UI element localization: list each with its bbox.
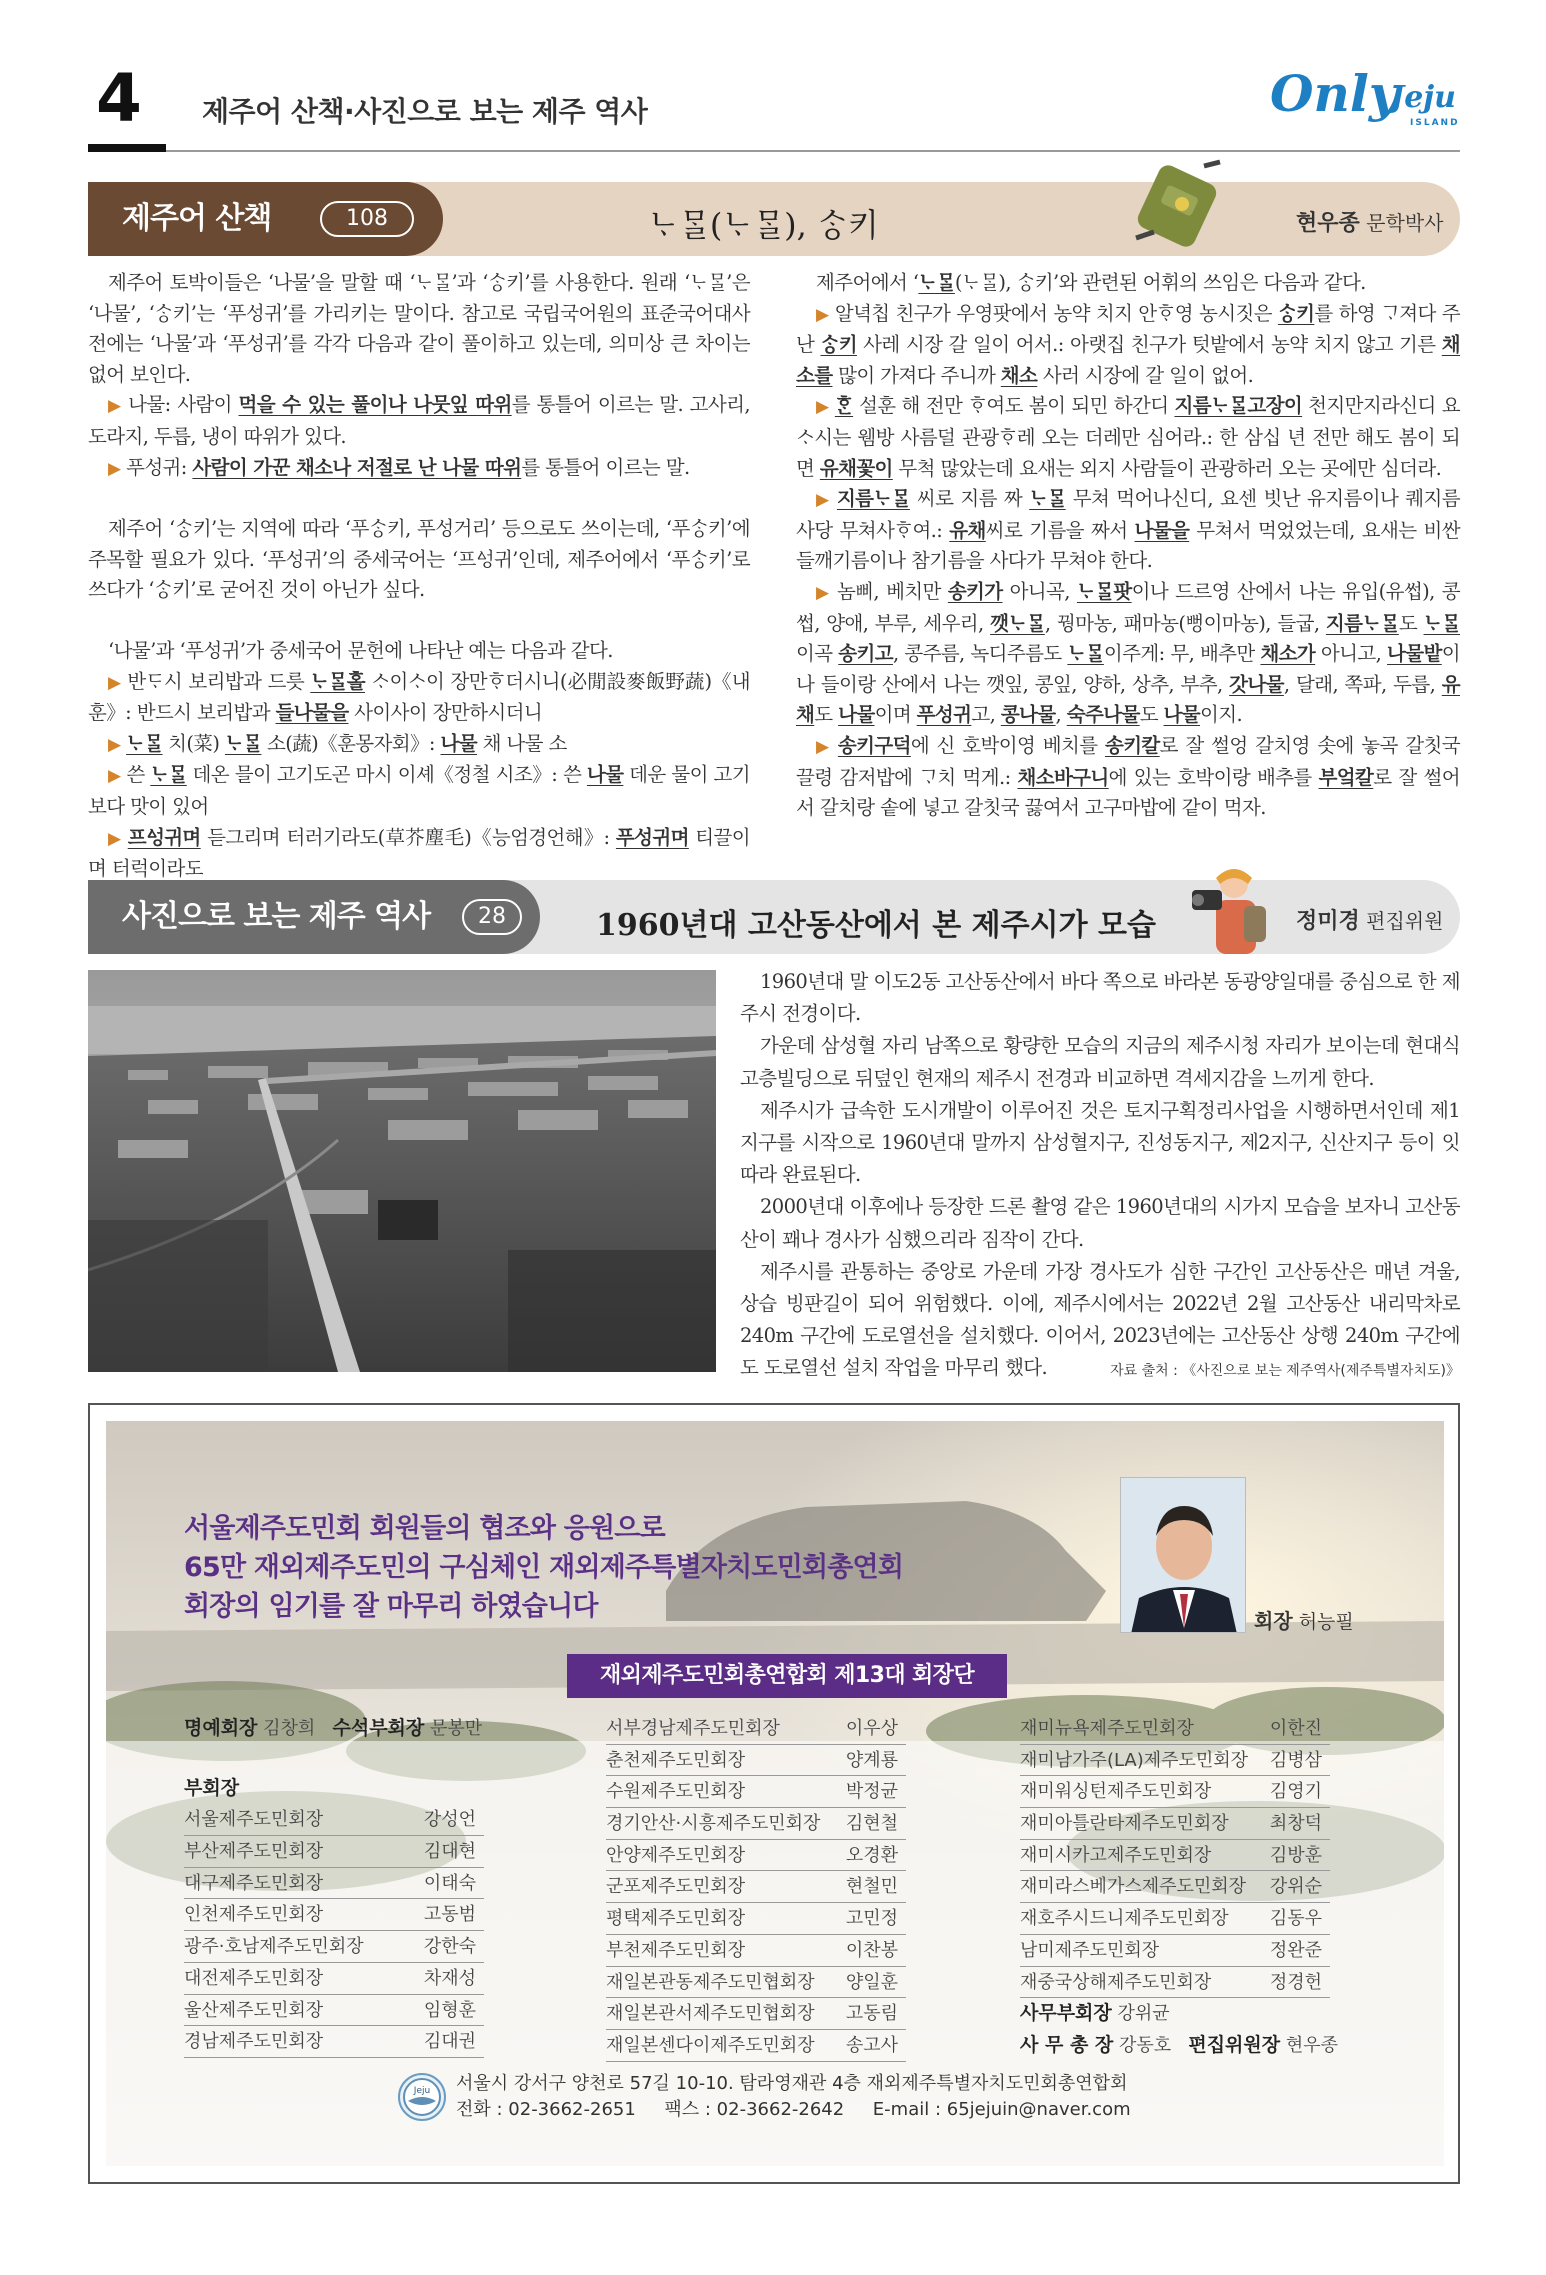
triangle-bullet-icon: ▶ bbox=[816, 736, 831, 757]
roster-org: 안양제주도민회장 bbox=[606, 1844, 746, 1866]
triangle-bullet-icon: ▶ bbox=[108, 396, 122, 417]
roster-row bbox=[1020, 1840, 1330, 1872]
paragraph: ▶ 지름ᄂᆞᄆᆞᆯ 씨로 지름 짜 ᄂᆞᄆᆞᆯ 무쳐 먹어나신디, 요센 빗난 유지름이나 퀘지름 사당 무쳐사ᄒᆞ여.: 유채씨로 기름을 짜서 나물을 무쳐서 먹었었는데, 요새는 비싼 들깨기름이나 참기름을 사다가 무쳐야 한다. bbox=[796, 487, 1460, 573]
roster-name: 현철민 bbox=[845, 1876, 898, 1898]
backpack-illustration-icon bbox=[1124, 152, 1234, 262]
executive-board-banner: 재외제주도민회총연합회 제13대 회장단 bbox=[567, 1654, 1007, 1698]
roster-org: 서울제주도민회장 bbox=[184, 1809, 324, 1831]
author-byline bbox=[1296, 904, 1443, 935]
roster-role: 수석부회장 bbox=[332, 1717, 425, 1739]
emblem-text: Jeju bbox=[413, 2086, 431, 2096]
paragraph: 제주어에서 ‘ᄂᆞᄆᆞᆯ(ᄂᆞᄆᆞᆯ), ᄉᆞᆼ키’와 관련된 어휘의 쓰임은 다음과 같다. bbox=[816, 271, 1366, 294]
paragraph: 2000년대 이후에나 등장한 드론 촬영 같은 1960년대의 시가지 모습을 보자니 고산동산이 꽤나 경사가 심했으리라 짐작이 간다. bbox=[740, 1195, 1460, 1251]
triangle-bullet-icon: ▶ bbox=[108, 828, 122, 849]
section-label: 제주어 산책 bbox=[88, 182, 443, 256]
roster-name: 임형훈 bbox=[423, 1999, 476, 2021]
triangle-bullet-icon: ▶ bbox=[816, 304, 829, 325]
roster-org: 재중국상해제주도민회장 bbox=[1020, 1971, 1212, 1993]
roster-row bbox=[606, 2030, 906, 2062]
roster-name: 강위균 bbox=[1117, 2003, 1170, 2025]
roster-row bbox=[1020, 1967, 1330, 1999]
roster-org: 부산제주도민회장 bbox=[184, 1841, 324, 1863]
logo-only-text: Only bbox=[1270, 64, 1398, 123]
roster-row bbox=[606, 1903, 906, 1935]
roster-org: 재미아틀란타제주도민회장 bbox=[1020, 1813, 1229, 1835]
section-headline: 1960년대 고산동산에서 본 제주시가 모습 bbox=[596, 908, 1156, 943]
paragraph: ▶ 송키구덕에 신 호박이영 베치를 송키칼로 잘 썰엉 갈치영 솟에 놓곡 갈칫국 끌령 감저밥에 ᄀᆞ치 먹게.: 채소바구니에 있는 호박이랑 배추를 부엌칼로 잘 썰어서 갈치랑 솥에 넣고 갈칫국 끓여서 고구마밥에 같이 먹자. bbox=[796, 733, 1460, 820]
roster-row bbox=[1020, 2030, 1339, 2062]
roster-row bbox=[184, 1931, 484, 1963]
roster-name: 강동호 bbox=[1119, 2034, 1172, 2056]
section-label: 사진으로 보는 제주 역사 bbox=[88, 880, 540, 954]
roster-row bbox=[606, 1745, 906, 1777]
roster-name: 김동우 bbox=[1269, 1908, 1322, 1930]
paragraph: ▶ 프ᅀᅥᆼ귀며 듣그리며 터러기라도(草芥塵毛)《능엄경언해》: 푸성귀며 티끌이며 터럭이라도 bbox=[88, 825, 750, 881]
roster-org: 평택제주도민회장 bbox=[606, 1908, 746, 1930]
roster-row bbox=[184, 1773, 484, 1805]
roster-name: 고동림 bbox=[845, 2003, 898, 2025]
association-emblem-icon bbox=[398, 2073, 446, 2121]
roster-org: 군포제주도민회장 bbox=[606, 1876, 746, 1898]
president-portrait bbox=[1120, 1477, 1246, 1633]
roster-row bbox=[1020, 1808, 1330, 1840]
roster-row bbox=[184, 1804, 484, 1836]
roster-row bbox=[184, 1899, 484, 1931]
roster-name: 김영기 bbox=[1269, 1781, 1322, 1803]
roster-row bbox=[184, 1995, 484, 2027]
page-number: 4 bbox=[96, 60, 142, 137]
roster-org: 재미워싱턴제주도민회장 bbox=[1020, 1781, 1212, 1803]
roster-row bbox=[606, 1713, 906, 1745]
roster-row bbox=[1020, 1935, 1330, 1967]
header-divider bbox=[88, 150, 1460, 152]
paragraph: ▶ 쓴 ᄂᆞᄆᆞᆯ 데온 믈이 고기도곤 마시 이셰《정철 시조》: 쓴 나물 데운 물이 고기보다 맛이 있어 bbox=[88, 763, 751, 818]
author-name: 현우종 bbox=[1296, 211, 1360, 236]
jeju-language-right-column bbox=[796, 268, 1460, 824]
roster-org: 재호주시드니제주도민회장 bbox=[1020, 1908, 1229, 1930]
association-contact-info bbox=[456, 2071, 1131, 2123]
roster-org: 대구제주도민회장 bbox=[184, 1872, 324, 1894]
roster-name: 박정균 bbox=[845, 1781, 898, 1803]
paragraph: ▶ 나물: 사람이 먹을 수 있는 풀이나 나뭇잎 따위를 통틀어 이르는 말. 고사리, 도라지, 두릅, 냉이 따위가 있다. bbox=[88, 393, 750, 448]
roster-row bbox=[606, 1967, 906, 1999]
roster-org: 인천제주도민회장 bbox=[184, 1904, 324, 1926]
roster-column-3 bbox=[1020, 1713, 1339, 2062]
roster-row bbox=[1020, 1745, 1330, 1777]
logo-island-text: ISLAND bbox=[1410, 118, 1460, 128]
roster-name: 고민정 bbox=[845, 1908, 898, 1930]
triangle-bullet-icon: ▶ bbox=[816, 397, 829, 418]
roster-column-1 bbox=[184, 1713, 484, 2058]
roster-row bbox=[606, 1935, 906, 1967]
roster-name: 이한진 bbox=[1269, 1718, 1322, 1739]
ad-headline bbox=[184, 1509, 903, 1626]
paragraph: ▶ 놈삐, 베치만 송키가 아니곡, ᄂᆞᄆᆞᆯ팟이나 드르영 산에서 나는 유입(유썹), 콩썹, 양애, 부루, 세우리, 깻ᄂᆞᄆᆞᆯ, 꿩마농, 패마농(뻥이마농), 들굽, 지름ᄂᆞᄆᆞᆯ도 ᄂᆞᄆᆞᆯ이곡 송키고, 콩주름, 녹디주름도 ᄂᆞᄆᆞᆯ이주게: 무, 배추만 채소가 아니고, 나물밭이나 들이랑 산에서 나는 깻잎, 콩잎, 양하, 상추, 부추, 갓나물, 달래, 쪽파, 두릅, 유채도 나물이며 푸성귀고, 콩나물, 숙주나물도 나물이지. bbox=[796, 579, 1460, 727]
photographer-illustration-icon bbox=[1178, 862, 1278, 966]
roster-org: 재미남가주(LA)제주도민회장 bbox=[1020, 1749, 1249, 1771]
roster-row bbox=[606, 1776, 906, 1808]
roster-org: 서부경남제주도민회장 bbox=[606, 1718, 780, 1739]
roster-name: 문봉만 bbox=[430, 1718, 483, 1739]
logo-jeju-text: Jeju bbox=[1390, 80, 1456, 115]
roster-row bbox=[1020, 1713, 1330, 1745]
ad-headline-line: 회장의 임기를 잘 마무리 하였습니다 bbox=[184, 1591, 598, 1622]
triangle-bullet-icon: ▶ bbox=[108, 734, 121, 755]
only-jeju-logo bbox=[1270, 60, 1470, 140]
author-title: 편집위원 bbox=[1366, 909, 1444, 933]
roster-role: 편집위원장 bbox=[1188, 2033, 1281, 2056]
roster-org: 부천제주도민회장 bbox=[606, 1939, 746, 1961]
paragraph: ‘나물’과 ‘푸성귀’가 중세국어 문헌에 나타난 예는 다음과 같다. bbox=[108, 638, 613, 662]
paragraph: 제주시를 관통하는 중앙로 가운데 가장 경사도가 심한 구간인 고산동산은 매년 겨울, 상습 빙판길이 되어 위험했다. 이에, 제주시에서는 2022년 2월 고산동산 내리막차로 240m 구간에 도로열선을 설치했다. 이어서, 2023년에는 고산동산 상행 240m 구간에도 도로열선 설치 작업을 마무리 했다. bbox=[740, 1259, 1460, 1380]
photo-source-credit: 자료 출처 : 《사진으로 보는 제주역사(제주특별자치도)》 bbox=[1110, 1363, 1460, 1379]
roster-name: 고동범 bbox=[423, 1904, 476, 1926]
roster-name: 김대현 bbox=[423, 1841, 476, 1863]
paragraph: 제주어 토박이들은 ‘나물’을 말할 때 ‘ᄂᆞᄆᆞᆯ’과 ‘ᄉᆞᆼ키’를 사용한다. 원래 ‘ᄂᆞᄆᆞᆯ’은 ‘나물’, ‘ᄉᆞᆼ키’는 ‘푸성귀’를 가리키는 말이다. 참고로 국립국어원의 표준국어대사전에는 ‘나물’과 ‘푸성귀’를 각각 다음과 같이 풀이하고 있는데, 의미상 큰 차이는 없어 보인다. bbox=[88, 271, 750, 386]
author-name: 정미경 bbox=[1296, 909, 1360, 934]
roster-name: 김방훈 bbox=[1269, 1844, 1322, 1866]
roster-name: 이찬봉 bbox=[845, 1939, 898, 1961]
ad-background bbox=[106, 1421, 1444, 2166]
roster-name: 양일훈 bbox=[845, 1971, 898, 1993]
paragraph: 1960년대 말 이도2동 고산동산에서 바다 쪽으로 바라본 동광양일대를 중심으로 한 제주시 전경이다. bbox=[740, 970, 1460, 1026]
roster-row bbox=[1020, 1871, 1330, 1903]
header-divider-accent bbox=[88, 144, 166, 152]
section-issue-number: 28 bbox=[462, 899, 522, 935]
paragraph: ▶ 반ᄃᆞ시 보리밥과 드릇 ᄂᆞᄆᆞᆯ홀 ᄉᆞ이ᄉᆞ이 장만ᄒᆞ더시니(必閒設麥飯野蔬)《내훈》: 반드시 보리밥과 들나물을 사이사이 장만하시더니 bbox=[88, 669, 750, 725]
photo-article-text bbox=[740, 966, 1460, 1385]
roster-row bbox=[606, 1998, 906, 2030]
association-address: 서울시 강서구 양천로 57길 10-10. 탐라영재관 4층 재외제주특별자치도민회총연합회 bbox=[456, 2073, 1128, 2094]
roster-name: 김병삼 bbox=[1269, 1749, 1322, 1771]
roster-org: 재일본관동제주도민협회장 bbox=[606, 1971, 815, 1993]
roster-row bbox=[1020, 1776, 1330, 1808]
paragraph: 가운데 삼성혈 자리 남쪽으로 황량한 모습의 지금의 제주시청 자리가 보이는데 현대식 고층빌딩으로 뒤덮인 현재의 제주시 전경과 비교하면 격세지감을 느끼게 한다. bbox=[740, 1034, 1460, 1090]
paragraph: ▶ 푸성귀: 사람이 가꾼 채소나 저절로 난 나물 따위를 통틀어 이르는 말. bbox=[108, 455, 690, 479]
roster-org: 울산제주도민회장 bbox=[184, 1999, 324, 2021]
roster-name: 양계룡 bbox=[845, 1749, 898, 1771]
roster-name: 차재성 bbox=[423, 1967, 476, 1989]
triangle-bullet-icon: ▶ bbox=[816, 582, 830, 603]
roster-row bbox=[606, 1808, 906, 1840]
author-byline bbox=[1296, 206, 1443, 237]
roster-org: 재미뉴욕제주도민회장 bbox=[1020, 1718, 1194, 1739]
roster-org: 재일본센다이제주도민회장 bbox=[606, 2034, 815, 2056]
roster-org: 재미시카고제주도민회장 bbox=[1020, 1844, 1212, 1866]
roster-row bbox=[606, 1871, 906, 1903]
page-header-title: 제주어 산책·사진으로 보는 제주 역사 bbox=[202, 95, 648, 128]
paragraph: ▶ ᄂᆞᄆᆞᆯ 치(菜) ᄂᆞᄆᆞᆯ 소(蔬)《훈몽자회》: 나물 채 나물 소 bbox=[108, 731, 567, 755]
roster-name: 이우상 bbox=[845, 1718, 898, 1739]
roster-name: 오경환 bbox=[845, 1844, 898, 1866]
roster-row bbox=[606, 1840, 906, 1872]
roster-row bbox=[184, 1836, 484, 1868]
roster-org: 경기안산·시흥제주도민회장 bbox=[606, 1813, 821, 1835]
roster-name: 정경헌 bbox=[1269, 1971, 1322, 1993]
roster-name: 김대권 bbox=[423, 2031, 476, 2053]
roster-row bbox=[184, 1963, 484, 1995]
president-title: 회장 bbox=[1254, 1609, 1293, 1633]
roster-row bbox=[184, 1868, 484, 1900]
paragraph: ▶ ᄒᆞᆫ 설훈 해 전만 ᄒᆞ여도 봄이 되민 하간디 지름ᄂᆞᄆᆞᆯ고장이 천지만지라신디 요ᄉᆞ시는 웸방 사름덜 관광ᄒᆞ레 오는 더레만 심어라.: 한 삼십 년 전만 해도 봄이 되면 유채꽃이 무척 많았는데 요새는 외지 사람들이 관광하러 오는 곳에만 심더라. bbox=[796, 394, 1460, 480]
roster-name: 강위순 bbox=[1269, 1876, 1322, 1898]
roster-org: 재미라스베가스제주도민회장 bbox=[1020, 1876, 1247, 1898]
triangle-bullet-icon: ▶ bbox=[108, 766, 121, 787]
author-title: 문학박사 bbox=[1366, 211, 1444, 235]
historic-jeju-city-photo bbox=[88, 970, 716, 1372]
paragraph: 제주어 ‘ᄉᆞᆼ키’는 지역에 따라 ‘푸ᄉᆞᆼ키, 푸성거리’ 등으로도 쓰이는데, ‘푸ᄉᆞᆼ키’에 주목할 필요가 있다. ‘푸성귀’의 중세국어는 ‘프ᅀᅥᆼ귀’인데, 제주어에서 ‘푸ᄉᆞᆼ키’로 쓰다가 ‘ᄉᆞᆼ키’로 굳어진 것이 아닌가 싶다. bbox=[88, 517, 750, 602]
roster-org: 춘천제주도민회장 bbox=[606, 1749, 746, 1771]
roster-name: 강성언 bbox=[423, 1809, 476, 1831]
roster-row bbox=[1020, 1903, 1330, 1935]
roster-name: 강한숙 bbox=[423, 1936, 476, 1958]
paragraph: ▶ 알녁칩 친구가 우영팟에서 농약 치지 안ᄒᆞ영 농시짓은 ᄉᆞᆼ키를 하영 ᄀᆞ져다 주난 ᄉᆞᆼ키 사레 시장 갈 일이 어서.: 아랫집 친구가 텃밭에서 농약 치지 않고 기른 채소를 많이 가져다 주니까 채소 사러 시장에 갈 일이 없어. bbox=[796, 301, 1461, 387]
roster-org: 남미제주도민회장 bbox=[1020, 1939, 1160, 1961]
jeju-language-section-header bbox=[88, 182, 1460, 256]
roster-name: 송고사 bbox=[845, 2034, 898, 2056]
roster-name: 이태숙 bbox=[423, 1872, 476, 1894]
association-contact: 전화 : 02-3662-2651 팩스 : 02-3662-2642 E-mail : 65jejuin@naver.com bbox=[456, 2099, 1131, 2120]
ad-headline-line: 65만 재외제주도민의 구심체인 재외제주특별자치도민회총연회 bbox=[184, 1552, 904, 1583]
roster-row bbox=[184, 1713, 484, 1745]
roster-name: 최창덕 bbox=[1269, 1813, 1322, 1835]
section-headline: ᄂᆞᄆᆞᆯ(ᄂᆞᄆᆞᆯ), ᄉᆞᆼ키 bbox=[648, 206, 879, 244]
roster-row bbox=[1020, 1998, 1330, 2030]
paragraph: 제주시가 급속한 도시개발이 이루어진 것은 토지구획정리사업을 시행하면서인데 제1지구를 시작으로 1960년대 말까지 삼성혈지구, 진성동지구, 제2지구, 신산지구 등이 잇따라 완료된다. bbox=[740, 1098, 1460, 1187]
roster-org: 광주·호남제주도민회장 bbox=[184, 1936, 364, 1958]
jeju-history-photo-section-header bbox=[88, 880, 1460, 954]
ad-headline-line: 서울제주도민회 회원들의 협조와 응원으로 bbox=[184, 1513, 665, 1544]
jeju-language-left-column bbox=[88, 268, 750, 885]
roster-name: 현우종 bbox=[1285, 2034, 1339, 2056]
roster-role: 사 무 총 장 bbox=[1020, 2033, 1114, 2056]
roster-name: 정완준 bbox=[1269, 1939, 1322, 1961]
association-announcement-ad bbox=[88, 1403, 1460, 2184]
section-issue-number: 108 bbox=[320, 201, 414, 237]
roster-org: 경남제주도민회장 bbox=[184, 2031, 324, 2053]
roster-name: 김창희 bbox=[263, 1718, 316, 1739]
triangle-bullet-icon: ▶ bbox=[108, 458, 121, 479]
roster-org: 재일본관서제주도민협회장 bbox=[606, 2003, 815, 2025]
triangle-bullet-icon: ▶ bbox=[816, 490, 830, 511]
roster-role: 사무부회장 bbox=[1020, 2002, 1112, 2025]
triangle-bullet-icon: ▶ bbox=[108, 672, 122, 693]
roster-role: 명예회장 bbox=[184, 1717, 258, 1739]
roster-org: 대전제주도민회장 bbox=[184, 1967, 324, 1989]
president-name: 허능필 bbox=[1298, 1611, 1354, 1633]
roster-org: 수원제주도민회장 bbox=[606, 1781, 746, 1803]
roster-row bbox=[184, 2026, 484, 2058]
roster-heading: 부회장 bbox=[184, 1776, 240, 1799]
roster-column-2 bbox=[606, 1713, 906, 2062]
president-caption bbox=[1254, 1605, 1354, 1634]
roster-name: 김현철 bbox=[845, 1813, 898, 1835]
